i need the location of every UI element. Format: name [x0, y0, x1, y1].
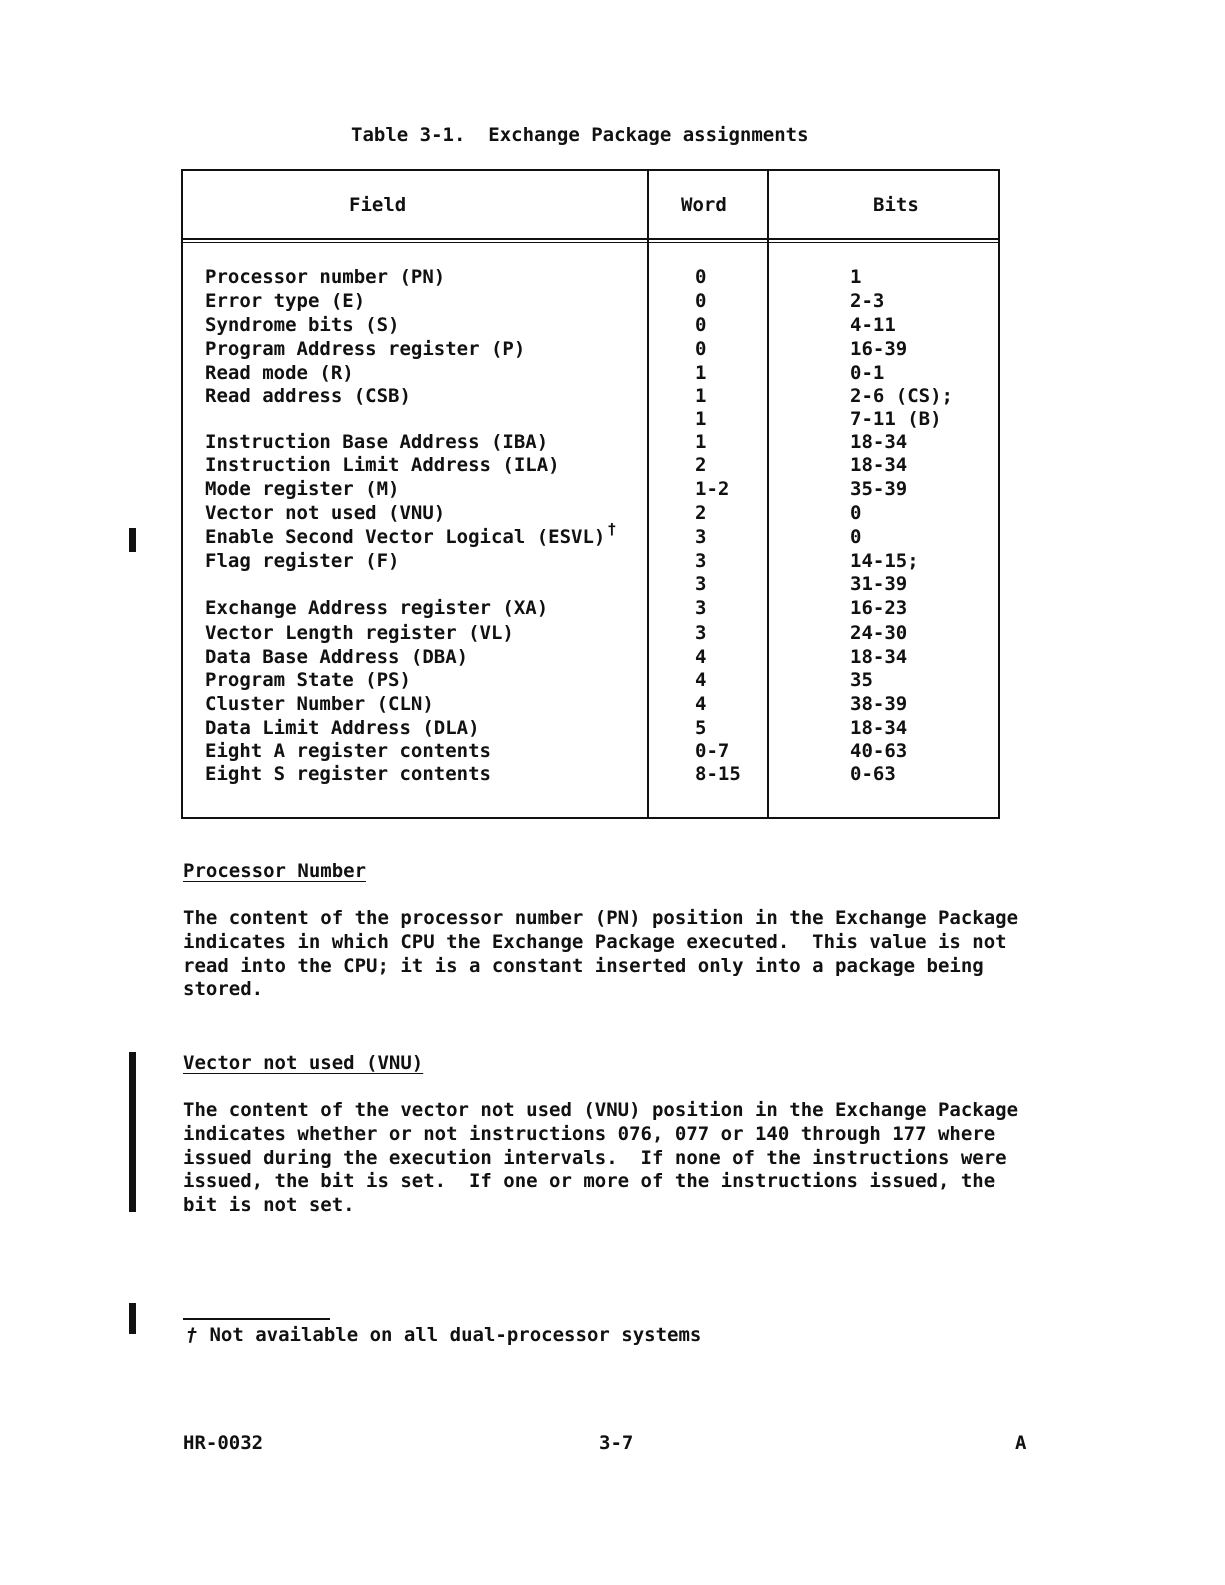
word-cell: 0: [695, 338, 707, 360]
word-cell: 1: [695, 431, 707, 453]
field-cell: Processor number (PN): [205, 266, 446, 288]
word-cell: 4: [695, 693, 707, 715]
word-cell: 1: [695, 408, 707, 430]
bits-cell: 0: [850, 526, 862, 548]
field-cell: Instruction Base Address (IBA): [205, 431, 549, 453]
bits-cell: 18-34: [850, 646, 908, 668]
bits-cell: 7-11 (B): [850, 408, 942, 430]
dagger-mark: †: [186, 1324, 198, 1346]
word-cell: 3: [695, 526, 707, 548]
dagger-mark: †: [607, 520, 617, 538]
field-cell: Vector not used (VNU): [205, 502, 446, 524]
word-cell: 1-2: [695, 478, 730, 500]
word-cell: 3: [695, 573, 707, 595]
bits-cell: 2-6 (CS);: [850, 385, 953, 407]
bits-cell: 0: [850, 502, 862, 524]
field-cell: Exchange Address register (XA): [205, 597, 549, 619]
footnote-text: Not available on all dual-processor systems: [209, 1324, 702, 1346]
bits-cell: 4-11: [850, 314, 896, 336]
section-paragraph-processor-number: [183, 907, 1018, 1002]
word-cell: 0-7: [695, 740, 730, 762]
paragraph-line: issued, the bit is set. If one or more of the instructions issued, the: [183, 1170, 996, 1193]
field-cell: Mode register (M): [205, 478, 400, 500]
paragraph-line: The content of the vector not used (VNU) position in the Exchange Package: [183, 1099, 1019, 1121]
word-cell: 3: [695, 622, 707, 644]
word-cell: 1: [695, 385, 707, 407]
field-cell: Enable Second Vector Logical (ESVL) †: [205, 520, 617, 548]
table-caption: Table 3-1. Exchange Package assignments: [351, 124, 809, 146]
field-cell: Error type (E): [205, 290, 366, 312]
word-cell: 4: [695, 669, 707, 691]
bits-cell: 1: [850, 266, 862, 288]
paragraph-line: read into the CPU; it is a constant inserted only into a package being: [183, 954, 984, 977]
bits-cell: 40-63: [850, 740, 908, 762]
word-cell: 0: [695, 266, 707, 288]
bits-cell: 0-63: [850, 763, 896, 785]
header-word: Word: [681, 194, 727, 216]
field-cell: Read address (CSB): [205, 385, 411, 407]
bits-cell: 31-39: [850, 573, 908, 595]
word-cell: 3: [695, 550, 707, 572]
field-cell: Data Base Address (DBA): [205, 646, 469, 668]
field-cell: Read mode (R): [205, 362, 354, 384]
change-bar: [129, 1303, 136, 1334]
bits-cell: 38-39: [850, 693, 908, 715]
footer-revision: A: [1015, 1432, 1027, 1454]
field-cell: Program Address register (P): [205, 338, 526, 360]
paragraph-line: issued during the execution intervals. If none of the instructions were: [183, 1146, 1007, 1169]
section-heading-vector-not-used: Vector not used (VNU): [183, 1052, 424, 1074]
field-cell: Data Limit Address (DLA): [205, 717, 480, 739]
footnote-rule: [183, 1318, 330, 1320]
paragraph-line: stored.: [183, 978, 264, 1001]
bits-cell: 35: [850, 669, 873, 691]
header-bits: Bits: [873, 194, 919, 216]
word-cell: 8-15: [695, 763, 741, 785]
paragraph-line: bit is not set.: [183, 1194, 355, 1217]
field-cell: Program State (PS): [205, 669, 411, 691]
bits-cell: 16-39: [850, 338, 908, 360]
bits-cell: 35-39: [850, 478, 908, 500]
change-bar: [129, 528, 136, 552]
bits-cell: 18-34: [850, 717, 908, 739]
word-cell: 0: [695, 314, 707, 336]
word-cell: 3: [695, 597, 707, 619]
field-cell: Flag register (F): [205, 550, 400, 572]
bits-cell: 0-1: [850, 362, 885, 384]
bits-cell: 2-3: [850, 290, 885, 312]
field-cell: Eight S register contents: [205, 763, 491, 785]
bits-cell: 18-34: [850, 454, 908, 476]
footer-doc-id: HR-0032: [183, 1432, 264, 1454]
word-cell: 2: [695, 454, 707, 476]
field-cell: Cluster Number (CLN): [205, 693, 434, 715]
field-cell: Eight A register contents: [205, 740, 491, 762]
change-bar: [129, 1052, 136, 1212]
bits-cell: 18-34: [850, 431, 908, 453]
section-paragraph-vector-not-used: [183, 1099, 1018, 1218]
footnote: [186, 1324, 701, 1346]
word-cell: 5: [695, 717, 707, 739]
bits-cell: 24-30: [850, 622, 908, 644]
exchange-package-table: [181, 169, 1000, 819]
paragraph-line: The content of the processor number (PN) position in the Exchange Package: [183, 907, 1019, 929]
word-cell: 0: [695, 290, 707, 312]
field-cell: Syndrome bits (S): [205, 314, 400, 336]
field-cell: Vector Length register (VL): [205, 622, 514, 644]
paragraph-line: indicates in which CPU the Exchange Package executed. This value is not: [183, 930, 1007, 953]
header-field: Field: [349, 194, 407, 216]
bits-cell: 14-15;: [850, 550, 919, 572]
section-heading-processor-number: Processor Number: [183, 860, 367, 882]
field-cell: Instruction Limit Address (ILA): [205, 454, 560, 476]
word-cell: 2: [695, 502, 707, 524]
word-cell: 4: [695, 646, 707, 668]
footer-page-number: 3-7: [599, 1432, 634, 1454]
paragraph-line: indicates whether or not instructions 076, 077 or 140 through 177 where: [183, 1122, 996, 1145]
word-cell: 1: [695, 362, 707, 384]
bits-cell: 16-23: [850, 597, 908, 619]
